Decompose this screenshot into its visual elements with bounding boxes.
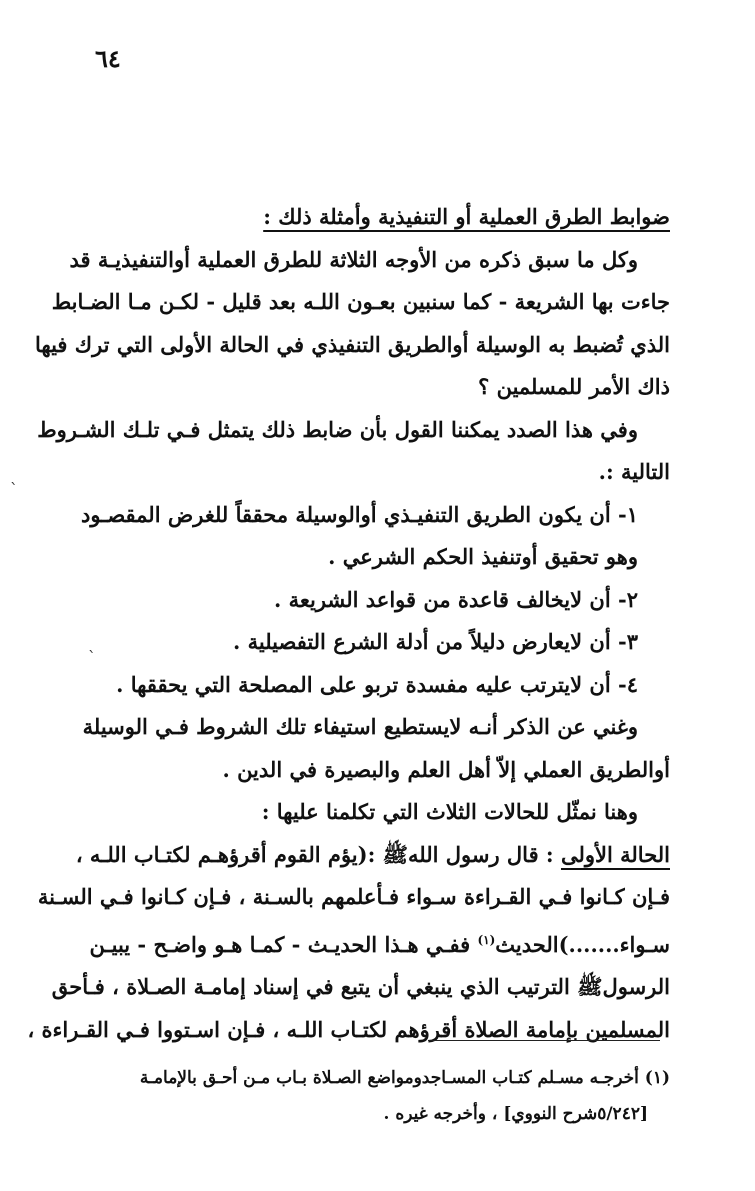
case-label: الحالة الأولى bbox=[560, 841, 670, 867]
case-text: سـواء.......)الحديث bbox=[495, 931, 670, 957]
scan-speck: ` bbox=[10, 480, 18, 499]
case-line: الرسولﷺ الترتيب الذي ينبغي أن يتبع في إسناد إمامـة الصـلاة ، فـأحق bbox=[51, 974, 670, 999]
case-line bbox=[89, 919, 670, 967]
paragraph-line: أوالطريق العملي إلاّ أهل العلم والبصيرة في الدين . bbox=[222, 756, 670, 782]
condition-item: ١- أن يكون الطريق التنفيـذي أوالوسيلة محققاً للغرض المقصـود bbox=[80, 501, 638, 527]
condition-item-continued: وهو تحقيق أوتنفيذ الحكم الشرعي . bbox=[328, 544, 638, 569]
paragraph-line: التالية :. bbox=[598, 459, 670, 484]
case-line: المسلمين بإمامة الصلاة أقرؤهم لكتـاب اللـه ، فـإن اسـتووا فـي القـراءة ، bbox=[27, 1016, 670, 1042]
footnote-divider bbox=[428, 1040, 660, 1041]
footnote-text: أخرجـه مسـلم كتـاب المسـاجدومواضع الصـلاة بـاب مـن أحـق بالإمامـة bbox=[139, 1068, 639, 1088]
footnote-line: [٥/٢٤٢شرح النووي] ، وأخرجه غيره . bbox=[383, 1104, 648, 1124]
paragraph-line: وفي هذا الصدد يمكننا القول بأن ضابط ذلك يتمثل فـي تلـك الشـروط bbox=[37, 416, 638, 442]
paragraph-line: ذاك الأمر للمسلمين ؟ bbox=[478, 374, 670, 399]
page-number: ٦٤ bbox=[95, 44, 121, 73]
case-text: ففـي هـذا الحديـث - كمـا هـو واضـح - يبيـن bbox=[89, 931, 471, 957]
main-text bbox=[27, 196, 670, 1051]
paragraph-line: جاءت بها الشريعة - كما سنبين بعـون اللـه بعد قليل - لكـن مـا الضـابط bbox=[51, 289, 670, 314]
case-line: فـإن كـانوا فـي القـراءة سـواء فـأعلمهم بالسـنة ، فـإن كـانوا فـي السـنة bbox=[37, 884, 670, 909]
case-line bbox=[75, 834, 670, 877]
paragraph-line: وكل ما سبق ذكره من الأوجه الثلاثة للطرق العملية أوالتنفيذيـة قد bbox=[69, 246, 638, 272]
footnote-reference[interactable]: (١) bbox=[477, 932, 496, 947]
condition-item: ٤- أن لايترتب عليه مفسدة تربو على المصلحة التي يحققها . bbox=[116, 671, 638, 697]
condition-item: ٣- أن لايعارض دليلاً من أدلة الشرع التفصيلية . bbox=[232, 629, 638, 654]
paragraph-line: وغني عن الذكر أنـه لايستطيع استيفاء تلك الشروط فـي الوسيلة bbox=[82, 714, 638, 739]
case-text: : قال رسول اللهﷺ :(يؤم القوم أقرؤهـم لكتـاب اللـه ، bbox=[75, 841, 554, 867]
footnote-marker: (١) bbox=[644, 1068, 670, 1088]
footnotes bbox=[92, 1060, 670, 1132]
scan-speck: ` bbox=[88, 648, 96, 667]
footnote-line bbox=[92, 1060, 670, 1096]
paragraph-line: وهنا نمثّل للحالات الثلاث التي تكلمنا عليها : bbox=[261, 799, 638, 824]
section-heading-text: ضوابط الطرق العملية أو التنفيذية وأمثلة ذلك : bbox=[263, 204, 670, 229]
paragraph-line: الذي تُضبط به الوسيلة أوالطريق التنفيذي في الحالة الأولى التي ترك فيها bbox=[35, 331, 670, 357]
condition-item: ٢- أن لايخالف قاعدة من قواعد الشريعة . bbox=[274, 586, 638, 612]
section-heading bbox=[92, 196, 670, 239]
